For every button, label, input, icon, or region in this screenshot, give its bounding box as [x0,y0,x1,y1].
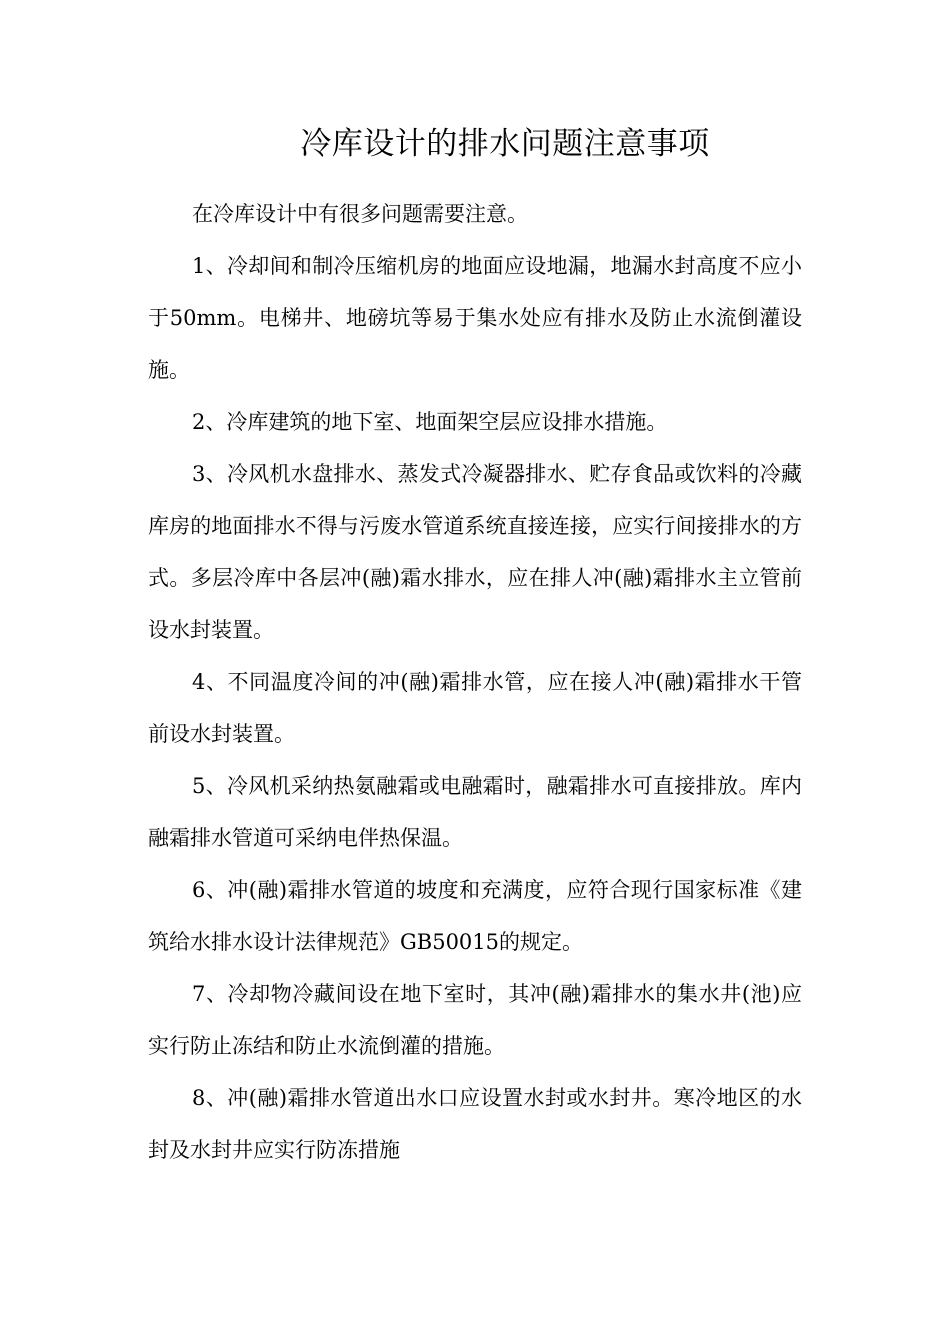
paragraph-item-1: 1、冷却间和制冷压缩机房的地面应设地漏，地漏水封高度不应小于50mm。电梯井、地磅坑等易于集水处应有排水及防止水流倒灌设施。 [148,254,802,382]
paragraph-item-5: 5、冷风机采纳热氨融霜或电融霜时，融霜排水可直接排放。库内融霜排水管道可采纳电伴热保温。 [148,774,802,850]
document-body [148,188,802,1176]
paragraph-item-8: 8、冲(融)霜排水管道出水口应设置水封或水封井。寒冷地区的水封及水封井应实行防冻措施 [148,1086,802,1162]
paragraph-item-3: 3、冷风机水盘排水、蒸发式冷凝器排水、贮存食品或饮料的冷藏库房的地面排水不得与污废水管道系统直接连接，应实行间接排水的方式。多层冷库中各层冲(融)霜水排水，应在排人冲(融)霜排水主立管前设水封装置。 [148,462,802,642]
paragraph-intro: 在冷库设计中有很多问题需要注意。 [192,202,528,226]
paragraph-item-7: 7、冷却物冷藏间设在地下室时，其冲(融)霜排水的集水井(池)应实行防止冻结和防止水流倒灌的措施。 [148,982,802,1058]
paragraph-item-2: 2、冷库建筑的地下室、地面架空层应设排水措施。 [192,410,668,434]
paragraph-item-6: 6、冲(融)霜排水管道的坡度和充满度，应符合现行国家标准《建筑给水排水设计法律规范》GB50015的规定。 [148,878,802,954]
paragraph-item-4: 4、不同温度冷间的冲(融)霜排水管，应在接人冲(融)霜排水干管前设水封装置。 [148,670,802,746]
document-title: 冷库设计的排水问题注意事项 [300,126,710,162]
